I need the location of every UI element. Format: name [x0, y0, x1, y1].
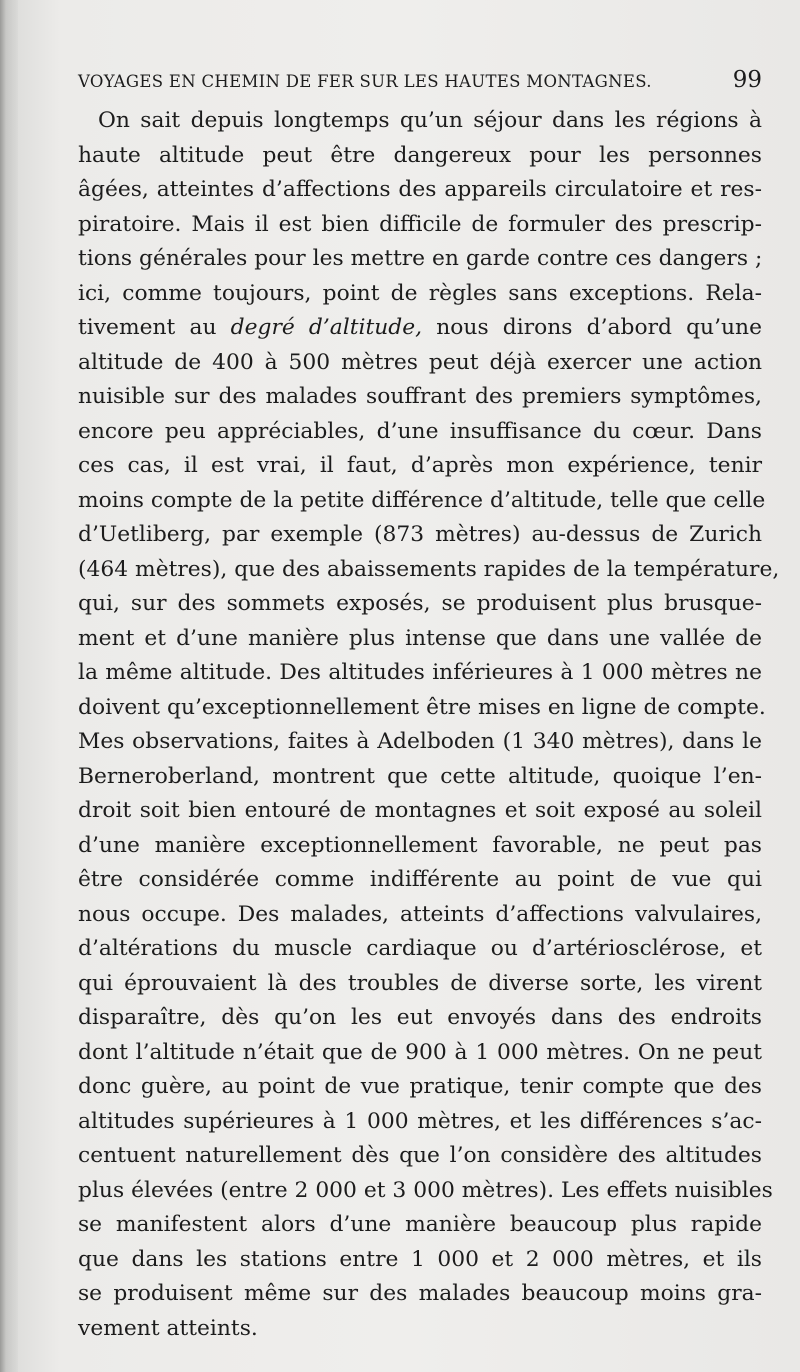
text-line: encore peu appréciables, d’une insuffisance du cœur. Dans: [78, 418, 762, 444]
text-line: dont l’altitude n’était que de 900 à 1 000 mètres. On ne peut: [78, 1039, 762, 1065]
running-title: VOYAGES EN CHEMIN DE FER SUR LES HAUTES MONTAGNES.: [78, 72, 652, 91]
text-line: âgées, atteintes d’affections des appareils circulatoire et res-: [78, 177, 762, 202]
text-line: plus élevées (entre 2 000 et 3 000 mètres). Les effets nuisibles: [78, 1177, 773, 1203]
text-line: qui éprouvaient là des troubles de diverse sorte, les virent: [78, 970, 762, 996]
text-line: disparaître, dès qu’on les eut envoyés dans des endroits: [78, 1005, 762, 1030]
page-number: 99: [732, 67, 762, 93]
page-header: [78, 64, 768, 104]
text-line: que dans les stations entre 1 000 et 2 000 mètres, et ils: [78, 1246, 762, 1272]
text-segment: tivement au: [78, 315, 217, 340]
text-line: vement atteints.: [78, 1315, 258, 1341]
text-line: haute altitude peut être dangereux pour les personnes: [78, 142, 762, 168]
text-line: altitudes supérieures à 1 000 mètres, et les différences s’ac-: [78, 1108, 762, 1134]
text-line: droit soit bien entouré de montagnes et soit exposé au soleil: [78, 798, 762, 823]
text-line: qui, sur des sommets exposés, se produisent plus brusque-: [78, 591, 762, 616]
text-line: se manifestent alors d’une manière beaucoup plus rapide: [78, 1212, 762, 1237]
text-segment: nous dirons d’abord qu’une: [436, 315, 762, 340]
text-line: ici, comme toujours, point de règles sans exceptions. Rela-: [78, 280, 762, 306]
text-line: (464 mètres), que des abaissements rapides de la température,: [78, 556, 780, 582]
body-text: [78, 104, 780, 1346]
text-line: être considérée comme indifférente au point de vue qui: [78, 867, 762, 892]
text-line: Mes observations, faites à Adelboden (1 340 mètres), dans le: [78, 729, 762, 754]
text-line: Berneroberland, montrent que cette altitude, quoique l’en-: [78, 763, 762, 789]
text-line: centuent naturellement dès que l’on considère des altitudes: [78, 1143, 762, 1168]
text-line: nous occupe. Des malades, atteints d’affections valvulaires,: [78, 901, 762, 927]
text-line: la même altitude. Des altitudes inférieures à 1 000 mètres ne: [78, 660, 762, 685]
text-line-with-italic: [78, 311, 762, 346]
text-line: moins compte de la petite différence d’altitude, telle que celle: [78, 487, 766, 513]
text-line: ment et d’une manière plus intense que dans une vallée de: [78, 625, 762, 651]
text-line: piratoire. Mais il est bien difficile de formuler des prescrip-: [78, 211, 762, 237]
text-line: se produisent même sur des malades beaucoup moins gra-: [78, 1281, 762, 1306]
text-line: d’une manière exceptionnellement favorable, ne peut pas: [78, 832, 762, 858]
text-line: d’Uetliberg, par exemple (873 mètres) au-dessus de Zurich: [78, 522, 762, 547]
text-line: ces cas, il est vrai, il faut, d’après mon expérience, tenir: [78, 453, 762, 478]
italic-term: degré d’altitude,: [230, 315, 423, 340]
text-line: donc guère, au point de vue pratique, tenir compte que des: [78, 1074, 762, 1099]
page-binding-edge: [0, 0, 18, 1372]
text-line: tions générales pour les mettre en garde contre ces dangers ;: [78, 246, 763, 271]
text-line: altitude de 400 à 500 mètres peut déjà exercer une action: [78, 349, 762, 375]
text-line: doivent qu’exceptionnellement être mises en ligne de compte.: [78, 694, 766, 720]
text-line: nuisible sur des malades souffrant des premiers symptômes,: [78, 384, 762, 409]
text-line: d’altérations du muscle cardiaque ou d’artériosclérose, et: [78, 936, 762, 961]
text-line: On sait depuis longtemps qu’un séjour dans les régions à: [98, 108, 762, 133]
